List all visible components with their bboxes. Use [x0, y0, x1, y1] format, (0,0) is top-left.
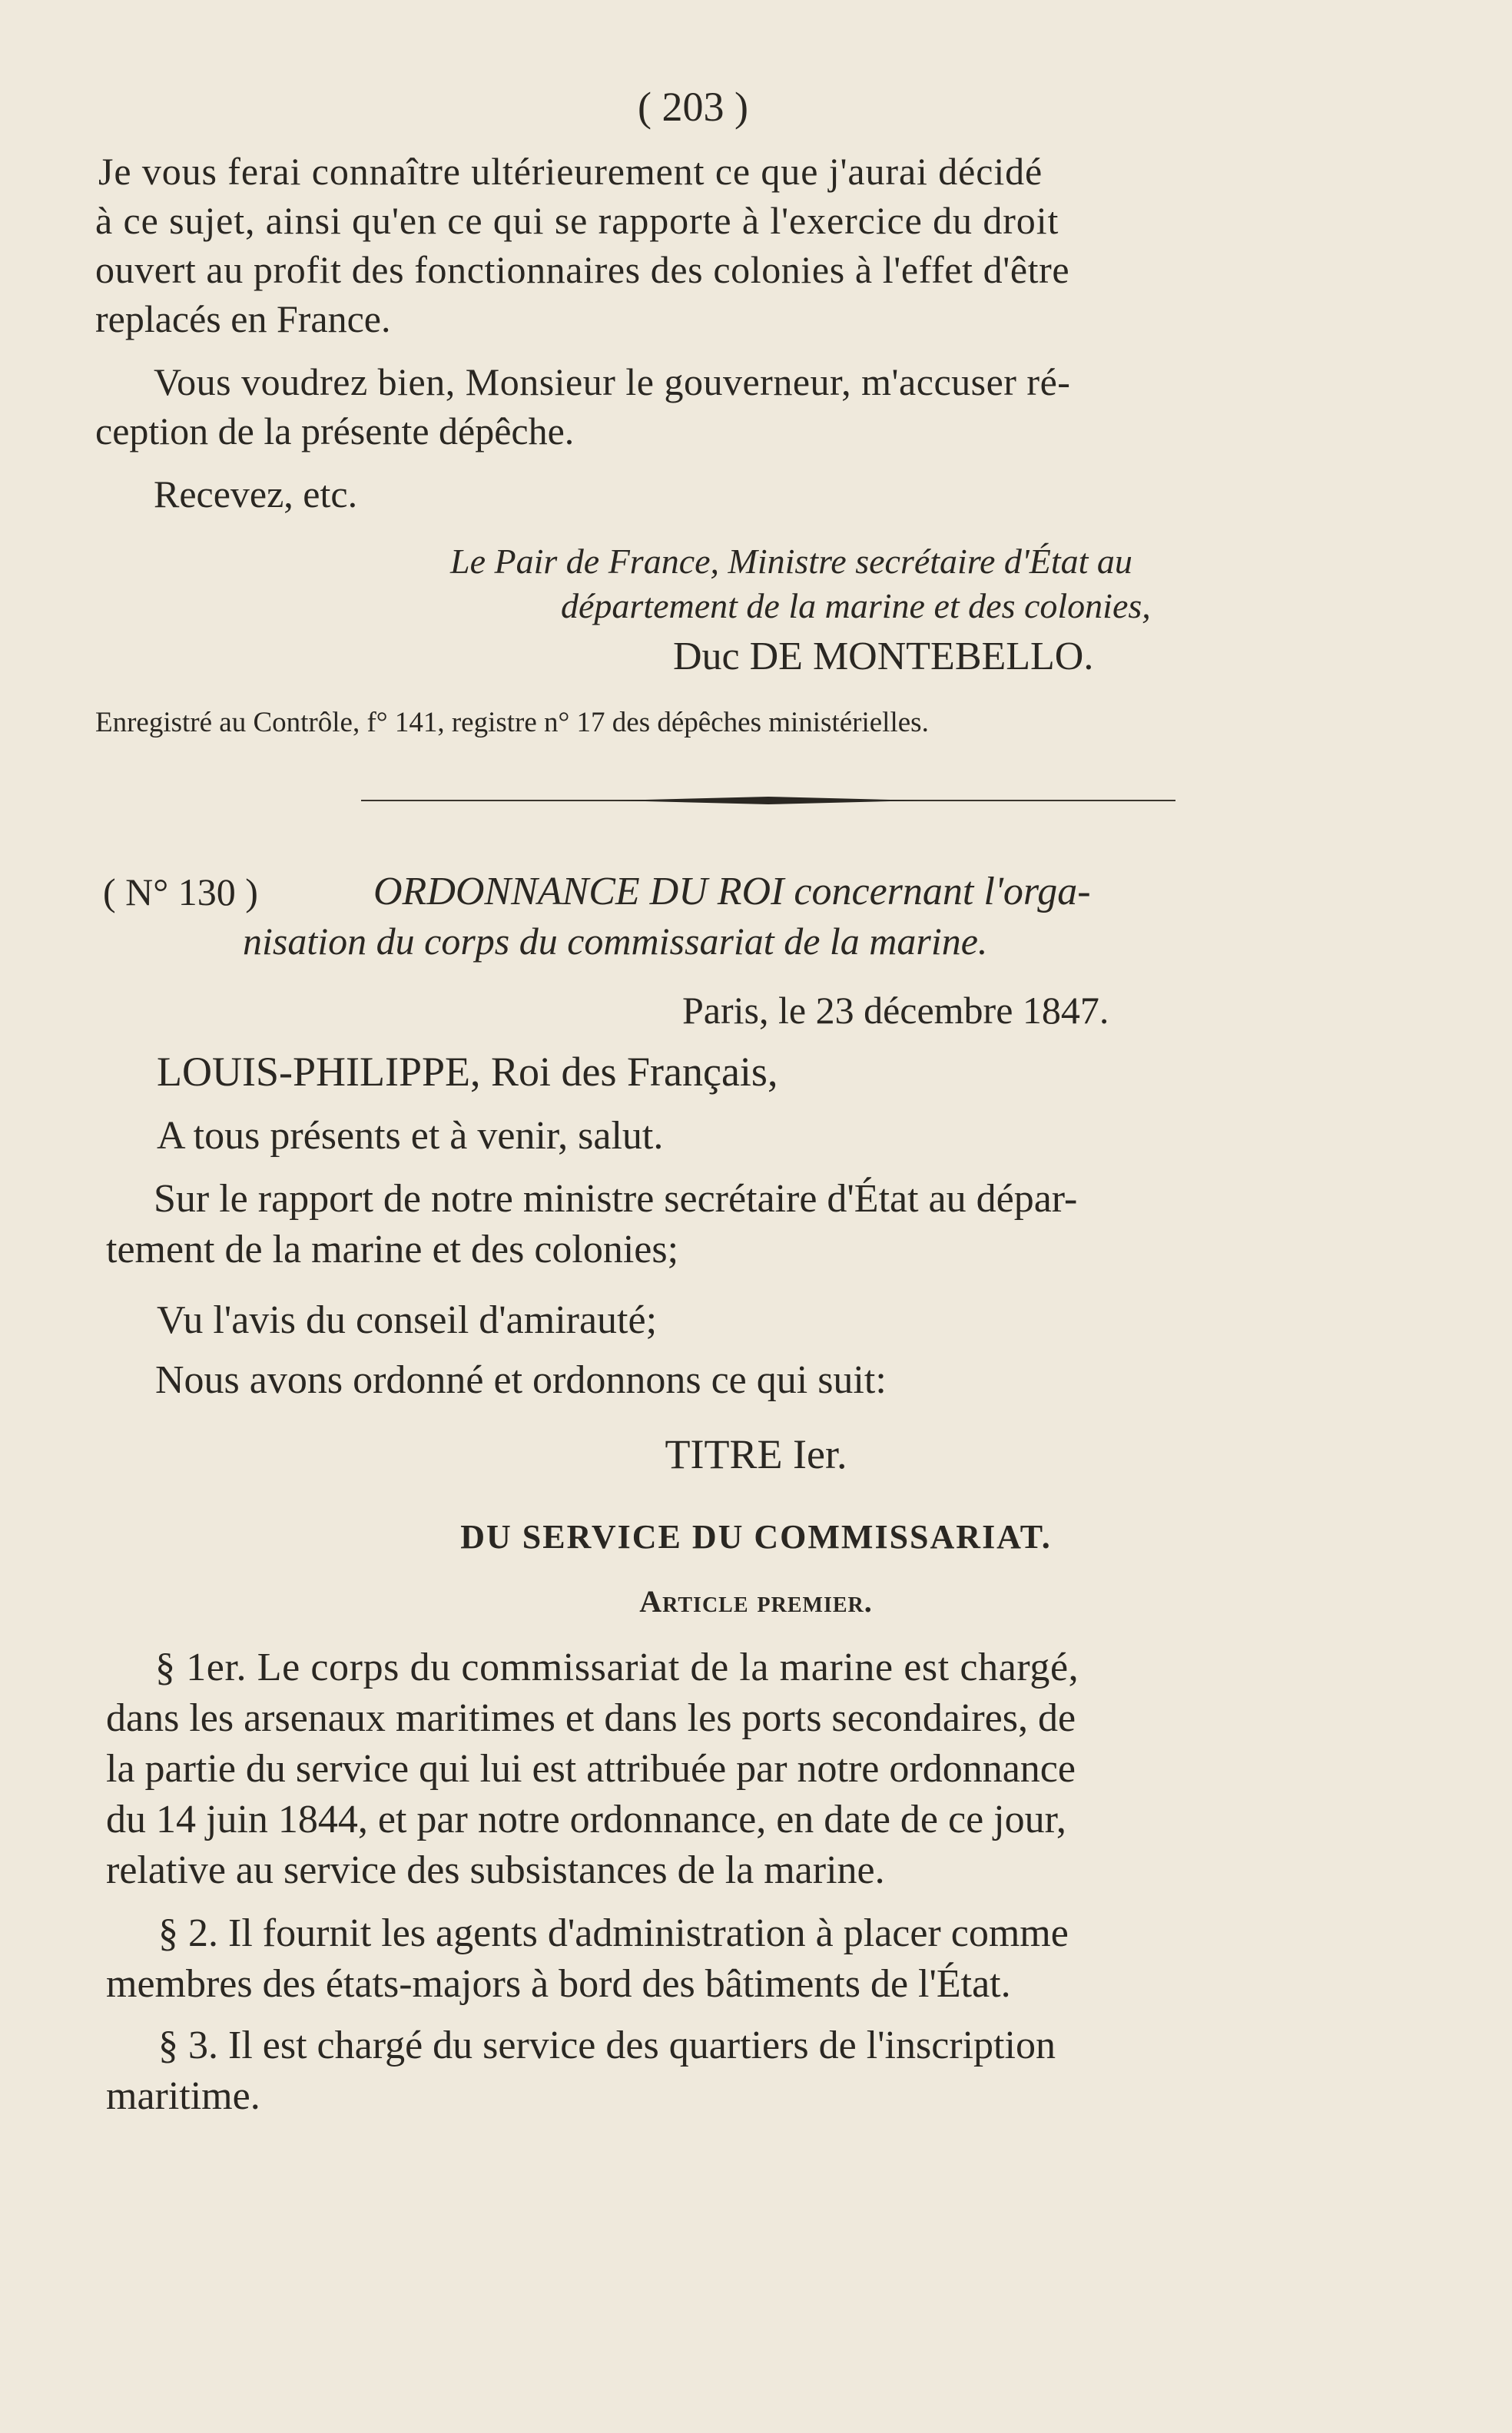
paragraph-line: relative au service des subsistances de la marine.	[106, 1848, 885, 1892]
paragraph-line: du 14 juin 1844, et par notre ordonnance, en date de ce jour,	[106, 1798, 1066, 1841]
titre-subheading: DU SERVICE DU COMMISSARIAT.	[460, 1518, 1052, 1556]
paragraph-line: membres des états-majors à bord des bâtiments de l'État.	[106, 1962, 1011, 2006]
recital: Sur le rapport de notre ministre secrétaire d'État au dépar-	[154, 1177, 1078, 1221]
recital: Vu l'avis du conseil d'amirauté;	[157, 1298, 658, 1342]
signature-name: Duc DE MONTEBELLO.	[673, 635, 1094, 678]
paragraph-line: dans les arsenaux maritimes et dans les ports secondaires, de	[106, 1696, 1076, 1740]
place-date: Paris, le 23 décembre 1847.	[682, 989, 1109, 1032]
ordinance-number: ( N° 130 )	[103, 870, 258, 913]
signature-title: département de la marine et des colonies,	[561, 586, 1151, 625]
titre-heading: TITRE Ier.	[665, 1431, 847, 1477]
recital: tement de la marine et des colonies;	[106, 1228, 679, 1271]
text-line: Je vous ferai connaître ultérieurement ce que j'aurai décidé	[98, 150, 1043, 193]
paragraph-line: la partie du service qui lui est attribuée par notre ordonnance	[106, 1747, 1076, 1791]
ordinance-title: ORDONNANCE DU ROI concernant l'orga-	[373, 870, 1091, 913]
separator-rule	[361, 796, 1175, 805]
text-line: Vous voudrez bien, Monsieur le gouverneur, m'accuser ré-	[154, 360, 1071, 403]
greeting: A tous présents et à venir, salut.	[157, 1114, 664, 1158]
ordinance-title: nisation du corps du commissariat de la marine.	[243, 920, 988, 963]
text-line: replacés en France.	[95, 297, 391, 340]
article-heading: Article premier.	[639, 1584, 873, 1619]
signature-title: Le Pair de France, Ministre secrétaire d'État au	[450, 542, 1132, 581]
paragraph-line: maritime.	[106, 2074, 260, 2118]
king-line: LOUIS-PHILIPPE, Roi des Français,	[157, 1049, 778, 1095]
text-line: ouvert au profit des fonctionnaires des colonies à l'effet d'être	[95, 248, 1070, 291]
page-number: ( 203 )	[638, 84, 748, 130]
paragraph-line: § 2. Il fournit les agents d'administration à placer comme	[158, 1911, 1069, 1955]
enacting-clause: Nous avons ordonné et ordonnons ce qui suit:	[155, 1358, 887, 1402]
paragraph-line: § 1er. Le corps du commissariat de la marine est chargé,	[155, 1646, 1079, 1689]
paragraph-line: § 3. Il est chargé du service des quartiers de l'inscription	[158, 2024, 1056, 2067]
text-line: à ce sujet, ainsi qu'en ce qui se rapporte à l'exercice du droit	[95, 199, 1059, 242]
text-line: ception de la présente dépêche.	[95, 409, 575, 452]
registration-note: Enregistré au Contrôle, f° 141, registre n° 17 des dépêches ministérielles.	[95, 707, 929, 738]
closing-formula: Recevez, etc.	[154, 472, 358, 515]
